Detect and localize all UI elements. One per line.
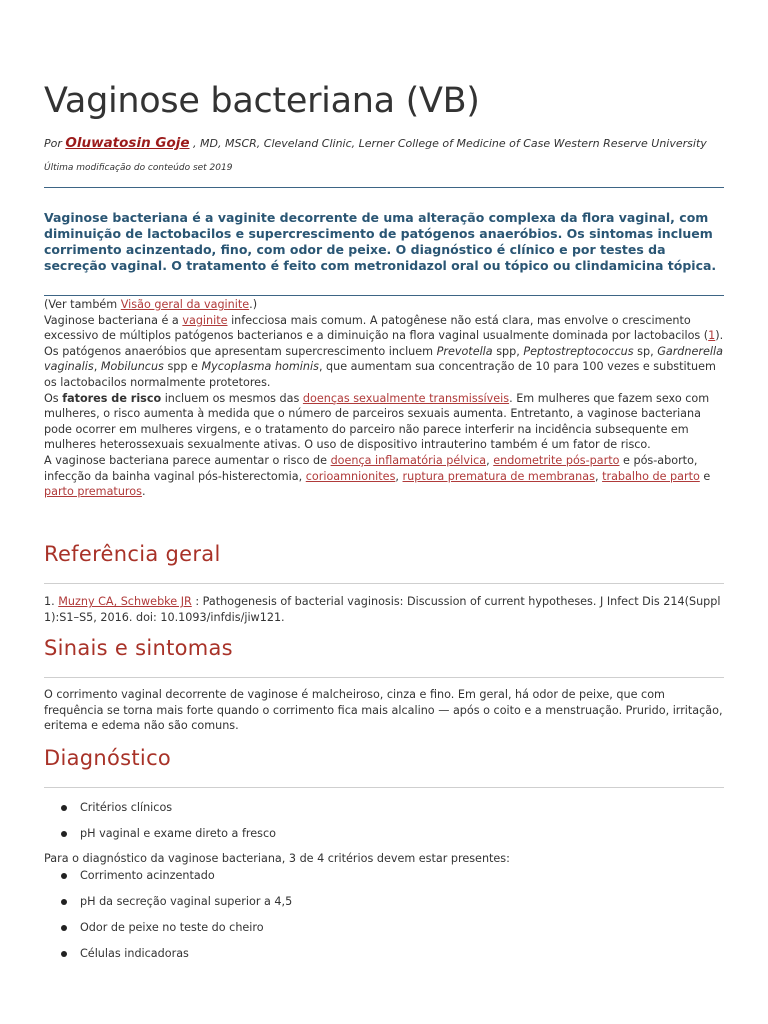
intro-paragraph-2 — [44, 344, 726, 391]
text-span: . — [141, 485, 146, 499]
bold-term: fatores de risco — [62, 391, 162, 405]
see-also-prefix: (Ver também — [44, 298, 121, 311]
link-corioamnionites[interactable]: corioamnionites — [305, 469, 396, 483]
bullet-icon — [61, 925, 67, 931]
text-span: , — [93, 360, 101, 374]
list-item — [44, 921, 644, 947]
see-also-suffix: .) — [249, 298, 258, 311]
intro-paragraph-3 — [44, 391, 726, 453]
heading-sinais-sintomas: Sinais e sintomas — [44, 636, 233, 660]
link-endometrite[interactable]: endometrite pós-parto — [493, 453, 620, 467]
intro-paragraph-4 — [44, 453, 726, 500]
page-title: Vaginose bacteriana (VB) — [44, 81, 480, 121]
link-visao-geral-vaginite[interactable]: Visão geral da vaginite — [120, 298, 250, 311]
text-span: , — [395, 469, 403, 483]
bullet-icon — [61, 899, 67, 905]
intro-section — [44, 297, 726, 500]
list-item — [44, 869, 644, 895]
organism-name: Mycoplasma hominis — [201, 360, 319, 374]
text-span: incluem os mesmos das — [161, 391, 303, 405]
see-also — [44, 297, 726, 313]
bullet-icon — [61, 873, 67, 879]
list-item-text: Corrimento acinzentado — [80, 869, 215, 882]
summary-abstract: Vaginose bacteriana é a vaginite decorrente de uma alteração complexa da flora vaginal, com diminuição de lactobacilos e supercrescimento de patógenos anaeróbios. Os sintomas incluem corrimento acinzentado, fino, com odor de peixe. O diagnóstico é clínico e por testes da secreção vaginal. O tratamento é feito com metronidazol oral ou tópico ou clindamicina tópica. — [44, 210, 717, 273]
text-span: spp e — [163, 360, 202, 374]
list-item — [44, 801, 644, 827]
text-span: , — [594, 469, 603, 483]
text-span: spp, — [492, 344, 524, 358]
intro-paragraph-1 — [44, 313, 726, 344]
list-item — [44, 947, 644, 973]
link-parto-prematuros[interactable]: parto prematuros — [44, 485, 142, 499]
author-link[interactable]: Oluwatosin Goje — [65, 135, 190, 151]
divider-sinais — [44, 677, 724, 678]
reference-1 — [44, 594, 726, 625]
text-span: , — [486, 453, 494, 467]
list-item — [44, 895, 644, 921]
organism-name: Peptostreptococcus — [523, 344, 634, 358]
text-span: infecciosa mais comum. A patogênese não está clara, mas envolve o crescimento excessivo de múltiplos patógenos bacterianos e a diminuição na flora vaginal usualmente dominada por lactobacilos ( — [44, 313, 709, 343]
byline-prefix: Por — [44, 137, 66, 150]
reference-item — [44, 594, 726, 625]
organism-name: Prevotella — [436, 344, 493, 358]
diagnosis-list — [44, 801, 644, 853]
criteria-list — [44, 869, 644, 973]
text-span: Os — [44, 391, 63, 405]
list-item-text: pH da secreção vaginal superior a 4,5 — [80, 895, 293, 908]
bullet-icon — [61, 805, 67, 811]
link-ruptura-membranas[interactable]: ruptura prematura de membranas — [402, 469, 595, 483]
text-span: . Em mulheres que fazem sexo com mulheres, o risco aumenta à medida que o número de parceiros sexuais aumenta. Entretanto, a vaginose bacteriana pode ocorrer em mulheres virgens, e o tratamento do parceiro não parece interferir na incidência subsequente em mulheres heterossexuais sexualmente ativas. O uso de dispositivo intrauterino também é um fator de risco. — [44, 391, 710, 452]
text-span: e — [699, 469, 711, 483]
author-affiliation: , MD, MSCR, Cleveland Clinic, Lerner College of Medicine of Case Western Reserve University — [189, 137, 707, 150]
divider-referencia — [44, 583, 724, 584]
text-span: e pós-aborto, infecção da bainha vaginal pós-histerectomia, — [44, 453, 698, 483]
list-item-text: pH vaginal e exame direto a fresco — [80, 827, 276, 840]
link-vaginite[interactable]: vaginite — [182, 313, 228, 327]
reference-number: 1. — [44, 595, 59, 608]
signs-paragraph: O corrimento vaginal decorrente de vaginose é malcheiroso, cinza e fino. Em geral, há odor de peixe, que com frequência se torna mais forte quando o corrimento fica mais alcalino — após o coito e a menstruação. Prurido, irritação, eritema e edema não são comuns. — [44, 688, 723, 733]
link-trabalho-de-parto[interactable]: trabalho de parto — [602, 469, 700, 483]
heading-referencia-geral: Referência geral — [44, 542, 221, 566]
divider-diagnostico — [44, 787, 724, 788]
reference-link-1[interactable]: 1 — [708, 329, 716, 343]
divider-top — [44, 187, 724, 188]
text-span: Os patógenos anaeróbios que apresentam supercrescimento incluem — [44, 344, 437, 358]
organism-name: Mobiluncus — [100, 360, 164, 374]
byline — [44, 135, 734, 151]
reference-authors-link[interactable]: Muzny CA, Schwebke JR — [58, 595, 192, 608]
bullet-icon — [61, 951, 67, 957]
list-item-text: Critérios clínicos — [80, 801, 173, 814]
text-span: , que aumentam sua concentração de 10 para 100 vezes e substituem os lactobacilos normalmente protetores. — [44, 360, 716, 389]
text-span: sp, — [633, 344, 658, 358]
link-dst[interactable]: doenças sexualmente transmissíveis — [302, 391, 510, 405]
criteria-intro: Para o diagnóstico da vaginose bacteriana, 3 de 4 critérios devem estar presentes: — [44, 852, 510, 865]
text-span: A vaginose bacteriana parece aumentar o risco de — [44, 453, 331, 467]
list-item-text: Células indicadoras — [80, 947, 189, 960]
bullet-icon — [61, 831, 67, 837]
link-dip[interactable]: doença inflamatória pélvica — [330, 453, 487, 467]
reference-text: : Pathogenesis of bacterial vaginosis: Discussion of current hypotheses. J Infect Dis 214(Suppl 1):S1–S5, 2016. doi: 10.1093/infdis/jiw121. — [44, 595, 721, 624]
text-span: ). — [715, 329, 724, 343]
list-item — [44, 827, 644, 853]
text-span: Vaginose bacteriana é a — [44, 313, 183, 327]
list-item-text: Odor de peixe no teste do cheiro — [80, 921, 264, 934]
heading-diagnostico: Diagnóstico — [44, 746, 172, 770]
organism-name: Gardnerella vaginalis — [44, 344, 723, 374]
last-modified: Última modificação do conteúdo set 2019 — [44, 163, 233, 173]
divider-summary — [44, 295, 724, 296]
